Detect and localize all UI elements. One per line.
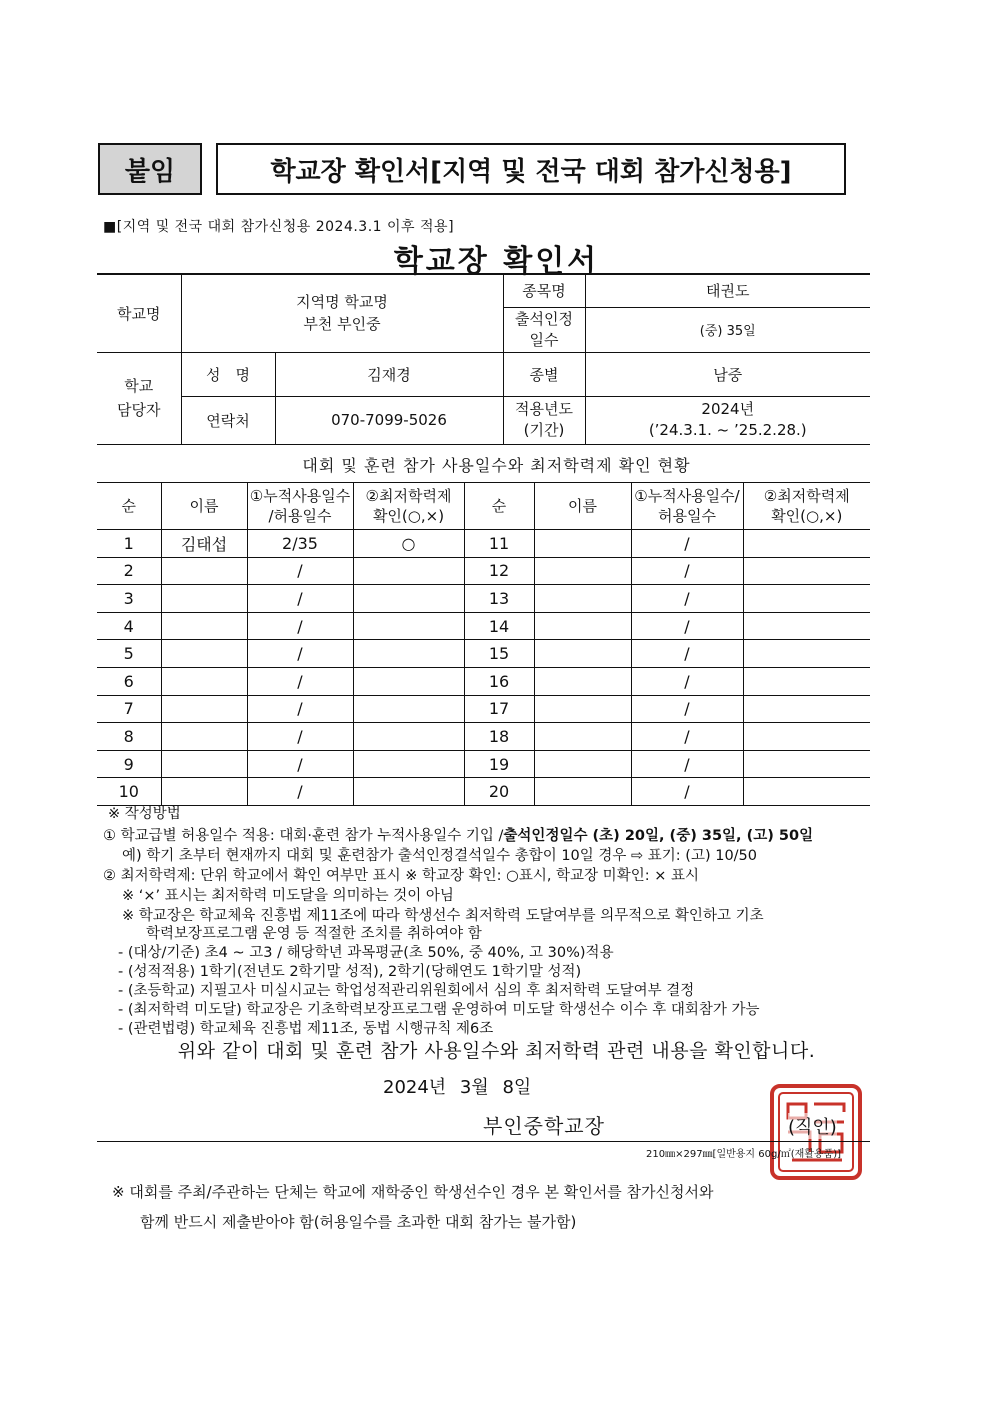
detail-5: - (관련법령) 학교체육 진흥법 제11조, 동법 시행규칙 제6조 [118, 1021, 494, 1037]
row-days-right: / [631, 612, 743, 640]
row-name [161, 723, 247, 751]
row-check-right [743, 612, 870, 640]
header-check-line1: ②최저학력제 [365, 487, 452, 505]
row-name-right [534, 750, 631, 778]
year-label [503, 396, 585, 444]
school-value [181, 274, 503, 352]
row-no-right: 11 [464, 530, 534, 558]
table-row [97, 585, 870, 613]
event-label: 종목명 [503, 274, 585, 307]
row-days: / [247, 612, 353, 640]
row-no-right: 20 [464, 778, 534, 806]
table-row [97, 750, 870, 778]
year-label-line1: 적용년도 [515, 400, 573, 418]
year-value-line2: (’24.3.1. ~ ’25.2.28.) [648, 421, 807, 439]
manager-label [97, 352, 181, 444]
row-days: / [247, 723, 353, 751]
note-2: ② 최저학력제: 단위 학교에서 확인 여부만 표시 ※ 학교장 확인: ○표시, 학교장 미확인: × 표시 [103, 868, 699, 884]
attendance-label-line2: 일수 [529, 330, 559, 349]
row-no-right: 19 [464, 750, 534, 778]
school-label: 학교명 [97, 274, 181, 352]
row-name [161, 612, 247, 640]
row-check [353, 612, 464, 640]
table-row [97, 557, 870, 585]
seal-label: (직인) [788, 1113, 837, 1139]
header-days-right-line1: ①누적사용일수/ [634, 487, 740, 505]
confirmation-statement: 위와 같이 대회 및 훈련 참가 사용일수와 최저학력 관련 내용을 확인합니다. [177, 1040, 816, 1062]
paper-spec: 210㎜×297㎜[일반용지 60g/㎡(재활용품)] [646, 1149, 842, 1160]
row-name-right [534, 530, 631, 558]
divider [97, 1141, 870, 1142]
row-days: / [247, 667, 353, 695]
manager-label-line1: 학교 [124, 377, 154, 395]
footer-line2: 함께 반드시 제출받아야 함(허용일수를 초과한 대회 참가는 불가함) [140, 1213, 577, 1231]
row-check [353, 750, 464, 778]
note-2-sub2a: ※ 학교장은 학교체육 진흥법 제11조에 따라 학생선수 최저학력 도달여부를 의무적으로 확인하고 기초 [122, 908, 764, 924]
header-check-line2: 확인(○,×) [372, 507, 445, 525]
applicable-note: ■[지역 및 전국 대회 참가신청용 2024.3.1 이후 적용] [103, 219, 455, 235]
note-1 [103, 824, 813, 845]
header-check [353, 483, 464, 530]
row-no: 10 [97, 778, 161, 806]
row-name-right [534, 640, 631, 668]
attachment-tag: 붙임 [98, 143, 202, 195]
note-2-sub2b: 학력보장프로그램 운영 등 적절한 조치를 취하여야 함 [146, 926, 482, 942]
contact-value: 070-7099-5026 [275, 396, 503, 444]
footer-line1: ※ 대회를 주최/주관하는 단체는 학교에 재학중인 학생선수인 경우 본 확인서를 참가신청서와 [112, 1183, 714, 1201]
table-row [97, 530, 870, 558]
row-no: 3 [97, 585, 161, 613]
row-check-right [743, 530, 870, 558]
row-days-right: / [631, 585, 743, 613]
name-value: 김재경 [275, 352, 503, 396]
row-name-right [534, 557, 631, 585]
header-title: 학교장 확인서[지역 및 전국 대회 참가신청용] [216, 143, 846, 195]
row-no: 6 [97, 667, 161, 695]
attendance-value: (중) 35일 [585, 307, 870, 352]
attendance-label [503, 307, 585, 352]
note-1-bold: 출석인정일수 (초) 20일, (중) 35일, (고) 50일 [503, 828, 814, 844]
row-no-right: 13 [464, 585, 534, 613]
school-value-line2: 부천 부인중 [303, 315, 381, 334]
row-name: 김태섭 [161, 530, 247, 558]
event-value: 태권도 [585, 274, 870, 307]
row-check-right [743, 778, 870, 806]
table-row [97, 640, 870, 668]
row-days-right: / [631, 640, 743, 668]
usage-header-row [97, 483, 870, 530]
notes-heading: ※ 작성방법 [108, 806, 181, 822]
header-no-right: 순 [464, 483, 534, 530]
row-no-right: 12 [464, 557, 534, 585]
row-name [161, 585, 247, 613]
row-no: 9 [97, 750, 161, 778]
table-row [97, 695, 870, 723]
row-no-right: 18 [464, 723, 534, 751]
issue-date: 2024년 3월 8일 [383, 1077, 532, 1098]
row-days: / [247, 750, 353, 778]
header-days [247, 483, 353, 530]
note-2-sub1: ※ ‘×’ 표시는 최저학력 미도달을 의미하는 것이 아님 [122, 888, 454, 904]
row-name-right [534, 695, 631, 723]
row-no: 8 [97, 723, 161, 751]
row-no-right: 14 [464, 612, 534, 640]
row-days: / [247, 640, 353, 668]
row-check-right [743, 695, 870, 723]
row-check [353, 667, 464, 695]
row-check [353, 557, 464, 585]
note-1-text: ① 학교급별 허용일수 적용: 대회·훈련 참가 누적사용일수 기입 / [103, 828, 504, 844]
row-name-right [534, 667, 631, 695]
row-name-right [534, 778, 631, 806]
table-row [97, 723, 870, 751]
principal-name: 부인중학교장 [483, 1114, 605, 1138]
detail-2: - (성적적용) 1학기(전년도 2학기말 성적), 2학기(당해연도 1학기말 성적) [118, 964, 582, 980]
row-no: 7 [97, 695, 161, 723]
year-label-line2: (기간) [523, 421, 565, 439]
manager-label-line2: 담당자 [117, 401, 161, 419]
usage-table [97, 482, 870, 806]
row-check [353, 778, 464, 806]
table-row [97, 778, 870, 806]
row-days: / [247, 695, 353, 723]
table-row [97, 612, 870, 640]
header-check-right-line2: 확인(○,×) [771, 507, 843, 525]
detail-3: - (초등학교) 지필고사 미실시교는 학업성적관리위원회에서 심의 후 최저학력 도달여부 결정 [118, 983, 695, 999]
header-days-right-line2: 허용일수 [658, 507, 716, 525]
row-check [353, 723, 464, 751]
row-days-right: / [631, 557, 743, 585]
school-value-line1: 지역명 학교명 [296, 293, 388, 312]
header-days-line2: /허용일수 [268, 507, 332, 525]
detail-4: - (최저학력 미도달) 학교장은 기초학력보장프로그램 운영하여 미도달 학생선수 이수 후 대회참가 가능 [118, 1002, 760, 1018]
row-days-right: / [631, 778, 743, 806]
header-check-right-line1: ②최저학력제 [763, 487, 850, 505]
row-days-right: / [631, 530, 743, 558]
document-title: 학교장 확인서 [393, 244, 600, 279]
row-days: / [247, 585, 353, 613]
note-1-example: 예) 학기 초부터 현재까지 대회 및 훈련참가 출석인정결석일수 총합이 10일 경우 ⇨ 표기: (고) 10/50 [122, 848, 758, 864]
attendance-label-line1: 출석인정 [515, 309, 573, 328]
row-name [161, 667, 247, 695]
row-name-right [534, 585, 631, 613]
header-name: 이름 [161, 483, 247, 530]
header-days-line1: ①누적사용일수 [249, 487, 351, 505]
row-days-right: / [631, 750, 743, 778]
row-days: 2/35 [247, 530, 353, 558]
row-no: 4 [97, 612, 161, 640]
header-days-right [631, 483, 743, 530]
category-value: 남중 [585, 352, 870, 396]
row-name [161, 640, 247, 668]
row-check-right [743, 667, 870, 695]
row-no-right: 15 [464, 640, 534, 668]
header-name-right: 이름 [534, 483, 631, 530]
category-label: 종별 [503, 352, 585, 396]
row-check: ○ [353, 530, 464, 558]
row-check-right [743, 640, 870, 668]
row-check [353, 695, 464, 723]
row-name [161, 557, 247, 585]
row-no-right: 17 [464, 695, 534, 723]
row-check-right [743, 723, 870, 751]
row-no: 1 [97, 530, 161, 558]
row-check [353, 585, 464, 613]
row-no: 2 [97, 557, 161, 585]
row-check-right [743, 750, 870, 778]
usage-section-title: 대회 및 훈련 참가 사용일수와 최저학력제 확인 현황 [302, 456, 691, 475]
header-no: 순 [97, 483, 161, 530]
header-check-right [743, 483, 870, 530]
row-no-right: 16 [464, 667, 534, 695]
row-check-right [743, 585, 870, 613]
contact-label: 연락처 [181, 396, 275, 444]
row-days-right: / [631, 723, 743, 751]
detail-1: - (대상/기준) 초4 ~ 고3 / 해당학년 과목평균(초 50%, 중 40%, 고 30%)적용 [118, 945, 614, 961]
row-name [161, 695, 247, 723]
row-name-right [534, 612, 631, 640]
row-no: 5 [97, 640, 161, 668]
year-value [585, 396, 870, 444]
row-days-right: / [631, 695, 743, 723]
row-days: / [247, 778, 353, 806]
row-check [353, 640, 464, 668]
school-info-table [97, 273, 870, 445]
row-name [161, 750, 247, 778]
table-row [97, 667, 870, 695]
row-days-right: / [631, 667, 743, 695]
year-value-line1: 2024년 [701, 400, 755, 418]
row-days: / [247, 557, 353, 585]
row-name-right [534, 723, 631, 751]
name-label: 성 명 [181, 352, 275, 396]
row-check-right [743, 557, 870, 585]
